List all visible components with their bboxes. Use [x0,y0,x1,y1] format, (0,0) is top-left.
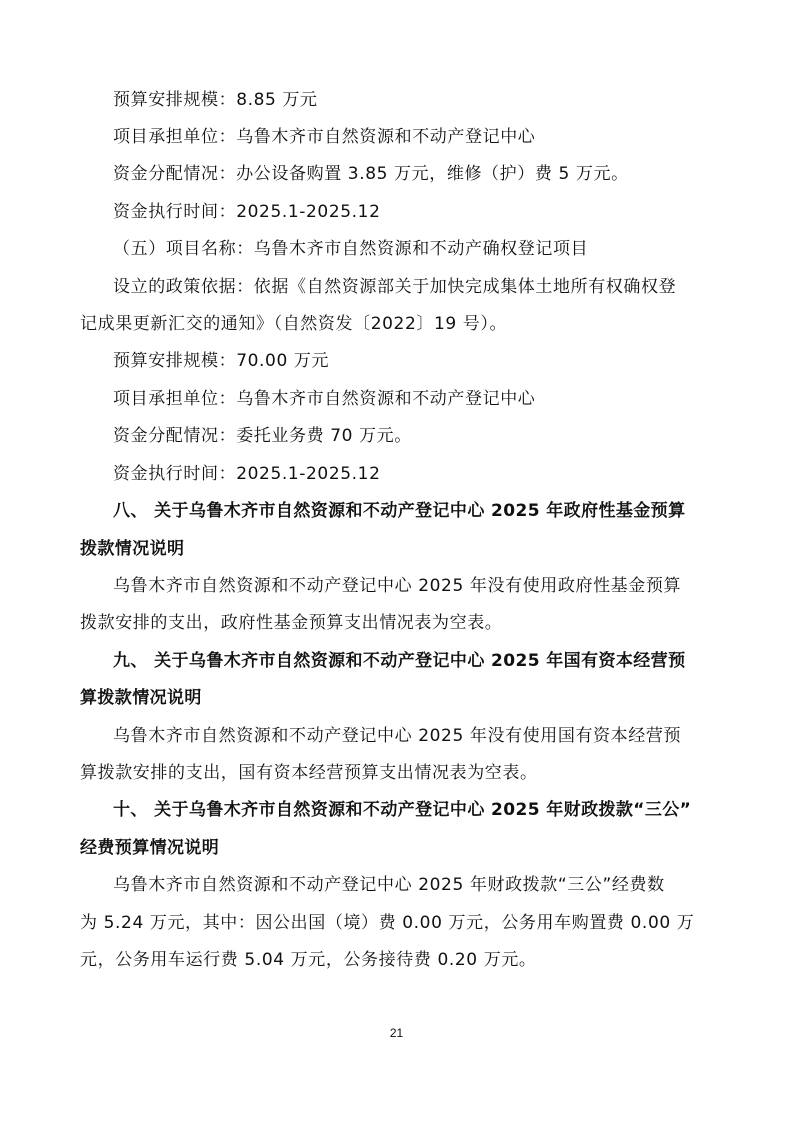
execution-time-line: 资金执行时间：2025.1-2025.12 [113,464,381,484]
fund-allocation-line: 资金分配情况：委托业务费 70 万元。 [113,426,412,446]
section-nine-heading-continuation: 算拨款情况说明 [80,688,202,708]
policy-basis-line: 设立的政策依据：依据《自然资源部关于加快完成集体土地所有权确权登 [113,277,677,297]
section-ten-paragraph-continuation: 为 5.24 万元，其中：因公出国（境）费 0.00 万元，公务用车购置费 0.00 万 [80,913,695,933]
section-eight-paragraph-continuation: 拨款安排的支出，政府性基金预算支出情况表为空表。 [80,613,503,633]
fund-allocation-line: 资金分配情况：办公设备购置 3.85 万元，维修（护）费 5 万元。 [113,164,629,184]
section-ten-heading-continuation: 经费预算情况说明 [80,838,220,858]
budget-scale-line: 预算安排规模：8.85 万元 [113,90,318,110]
section-nine-paragraph: 乌鲁木齐市自然资源和不动产登记中心 2025 年没有使用国有资本经营预 [113,726,682,746]
section-nine-paragraph-continuation: 算拨款安排的支出，国有资本经营预算支出情况表为空表。 [80,763,538,783]
section-nine-heading: 九、 关于乌鲁木齐市自然资源和不动产登记中心 2025 年国有资本经营预 [113,651,686,671]
undertaking-unit-line: 项目承担单位：乌鲁木齐市自然资源和不动产登记中心 [113,127,536,147]
project-name-heading: （五）项目名称：乌鲁木齐市自然资源和不动产确权登记项目 [113,239,589,259]
section-ten-heading: 十、 关于乌鲁木齐市自然资源和不动产登记中心 2025 年财政拨款“三公” [113,800,692,820]
policy-basis-continuation: 记成果更新汇交的通知》（自然资发〔2022〕19 号）。 [80,314,508,334]
section-ten-paragraph-end: 元，公务用车运行费 5.04 万元，公务接待费 0.20 万元。 [80,950,537,970]
execution-time-line: 资金执行时间：2025.1-2025.12 [113,202,381,222]
section-eight-paragraph: 乌鲁木齐市自然资源和不动产登记中心 2025 年没有使用政府性基金预算 [113,576,682,596]
section-ten-paragraph: 乌鲁木齐市自然资源和不动产登记中心 2025 年财政拨款“三公”经费数 [113,875,665,895]
page-number: 21 [389,1026,404,1040]
section-eight-heading: 八、 关于乌鲁木齐市自然资源和不动产登记中心 2025 年政府性基金预算 [113,501,686,521]
undertaking-unit-line: 项目承担单位：乌鲁木齐市自然资源和不动产登记中心 [113,389,536,409]
section-eight-heading-continuation: 拨款情况说明 [80,539,185,559]
budget-scale-line: 预算安排规模：70.00 万元 [113,351,330,371]
